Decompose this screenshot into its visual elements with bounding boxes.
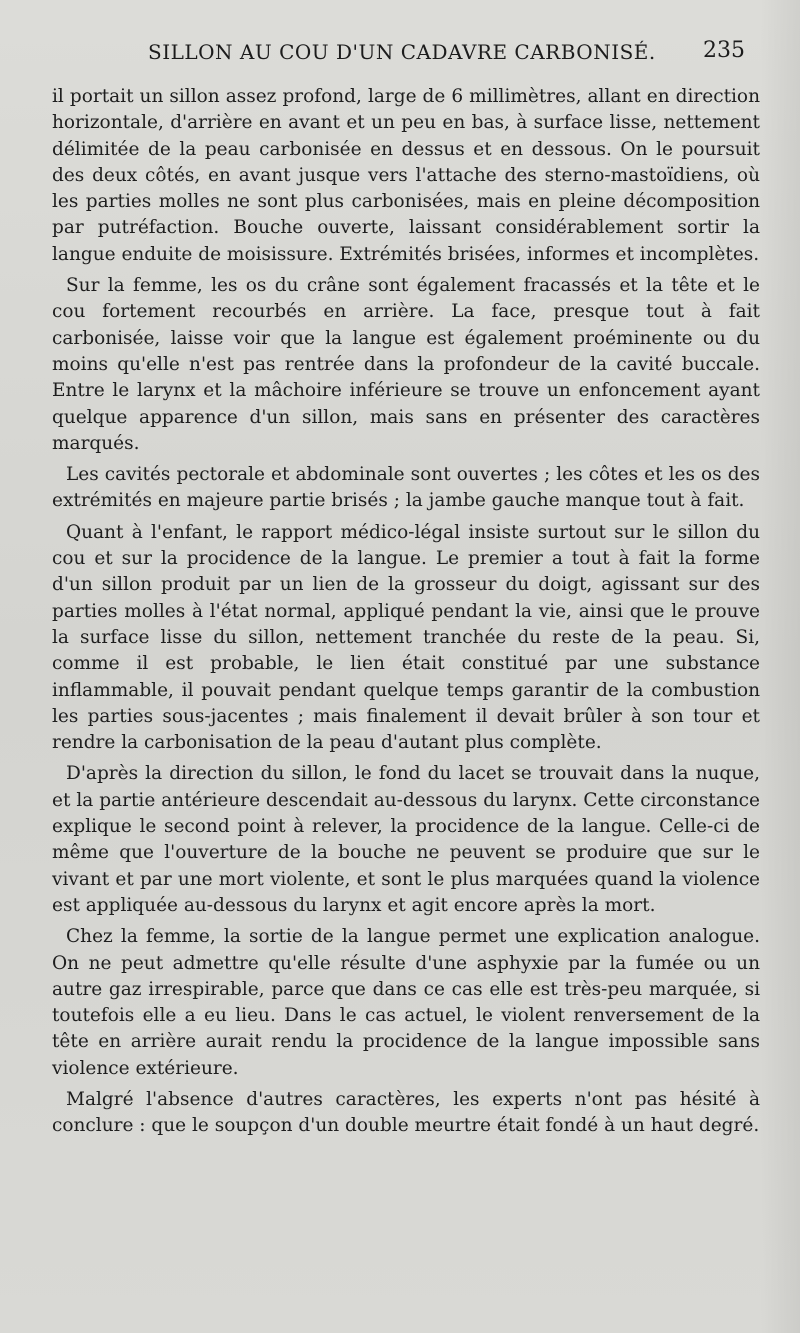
paragraph-6: Chez la femme, la sortie de la langue permet une explication analogue. On ne peut admettre qu'elle résulte d'une asphyxie par la fumée ou un autre gaz irrespirable, parce que dans ce cas elle est très-peu marquée, si toutefois elle a eu lieu. Dans le cas actuel, le violent renversement de la tête en arrière aurait rendu la procidence de la langue impossible sans violence extérieure. [52,926,760,1079]
body-text [52,84,760,1145]
paragraph-5: D'après la direction du sillon, le fond du lacet se trouvait dans la nuque, et la partie antérieure descendait au-dessous du larynx. Cette circonstance explique le second point à relever, la procidence de la langue. Celle-ci de même que l'ouverture de la bouche ne peuvent se produire que sur le vivant et par une mort violente, et sont le plus marquées quand la violence est appliquée au-dessous du larynx et agit encore après la mort. [52,763,760,916]
page-number: 235 [703,38,745,63]
paragraph-3: Les cavités pectorale et abdominale sont ouvertes ; les côtes et les os des extrémités en majeure partie brisés ; la jambe gauche manque tout à fait. [52,464,760,512]
paragraph-7: Malgré l'absence d'autres caractères, les experts n'ont pas hésité à conclure : que le soupçon d'un double meurtre était fondé à un haut degré. [52,1088,760,1137]
paragraph-4: Quant à l'enfant, le rapport médico-légal insiste surtout sur le sillon du cou et sur la procidence de la langue. Le premier a tout à fait la forme d'un sillon produit par un lien de la grosseur du doigt, agissant sur des parties molles à l'état normal, appliqué pendant la vie, ainsi que le prouve la surface lisse du sillon, nettement tranchée du reste de la peau. Si, comme il est probable, le lien était constitué par une substance inflammable, il pouvait pendant quelque temps garantir de la combustion les parties sous-jacentes ; mais finalement il devait brûler à son tour et rendre la carbonisation de la peau d'autant plus complète. [52,521,760,754]
page-edge-shadow [760,0,800,1333]
paragraph-1: il portait un sillon assez profond, large de 6 millimètres, allant en direction horizontale, d'arrière en avant et un peu en bas, à surface lisse, nettement délimitée de la peau carbonisée en dessus et en dessous. On le poursuit des deux côtés, en avant jusque vers l'attache des sterno-mastoïdiens, où les parties molles ne sont plus carbonisées, mais en pleine décomposition par putréfaction. Bouche ouverte, laissant considérablement sortir la langue enduite de moisissure. Extrémités brisées, informes et incomplètes. [52,86,760,265]
running-title: SILLON AU COU D'UN CADAVRE CARBONISÉ. [148,40,656,64]
paragraph-2: Sur la femme, les os du crâne sont également fracassés et la tête et le cou fortement recourbés en arrière. La face, presque tout à fait carbonisée, laisse voir que la langue est également proéminente ou du moins qu'elle n'est pas rentrée dans la profondeur de la cavité buccale. Entre le larynx et la mâchoire inférieure se trouve un enfoncement ayant quelque apparence d'un sillon, mais sans en présenter des caractères marqués. [52,275,760,454]
page-header [60,38,745,72]
